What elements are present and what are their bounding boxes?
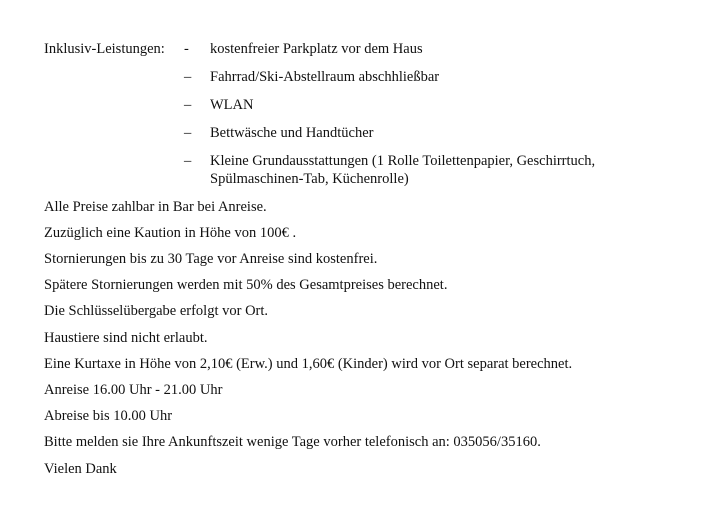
list-marker: – [184,125,192,141]
list-item-text: Fahrrad/Ski-Abstellraum abschhließbar [210,69,440,85]
text-line: Zuzüglich eine Kaution in Höhe von 100€ . [44,225,297,241]
list-item-text: kostenfreier Parkplatz vor dem Haus [210,41,423,57]
text-line: Alle Preise zahlbar in Bar bei Anreise. [44,199,267,215]
list-marker: – [184,69,192,85]
text-line: Abreise bis 10.00 Uhr [44,408,173,424]
text-line: Vielen Dank [44,461,117,477]
list-marker: - [184,41,189,57]
list-item-text: Kleine Grundausstattungen (1 Rolle Toilettenpapier, Geschirrtuch, Spülmaschinen-Tab, Küchenrolle) [210,153,596,187]
list-marker: – [184,153,192,169]
text-line: Eine Kurtaxe in Höhe von 2,10€ (Erw.) und 1,60€ (Kinder) wird vor Ort separat berechnet. [44,356,573,372]
text-line: Spätere Stornierungen werden mit 50% des Gesamtpreises berechnet. [44,277,448,293]
text-line: Die Schlüsselübergabe erfolgt vor Ort. [44,303,269,319]
inclusive-label: Inklusiv-Leistungen: [44,41,165,57]
list-item-text: Bettwäsche und Handtücher [210,125,374,141]
list-marker: – [184,97,192,113]
text-line: Bitte melden sie Ihre Ankunftszeit wenige Tage vorher telefonisch an: 035056/35160. [44,434,541,450]
text-line: Haustiere sind nicht erlaubt. [44,330,208,346]
text-line: Stornierungen bis zu 30 Tage vor Anreise sind kostenfrei. [44,251,378,267]
text-line: Anreise 16.00 Uhr - 21.00 Uhr [44,382,223,398]
list-item-text: WLAN [210,97,254,113]
